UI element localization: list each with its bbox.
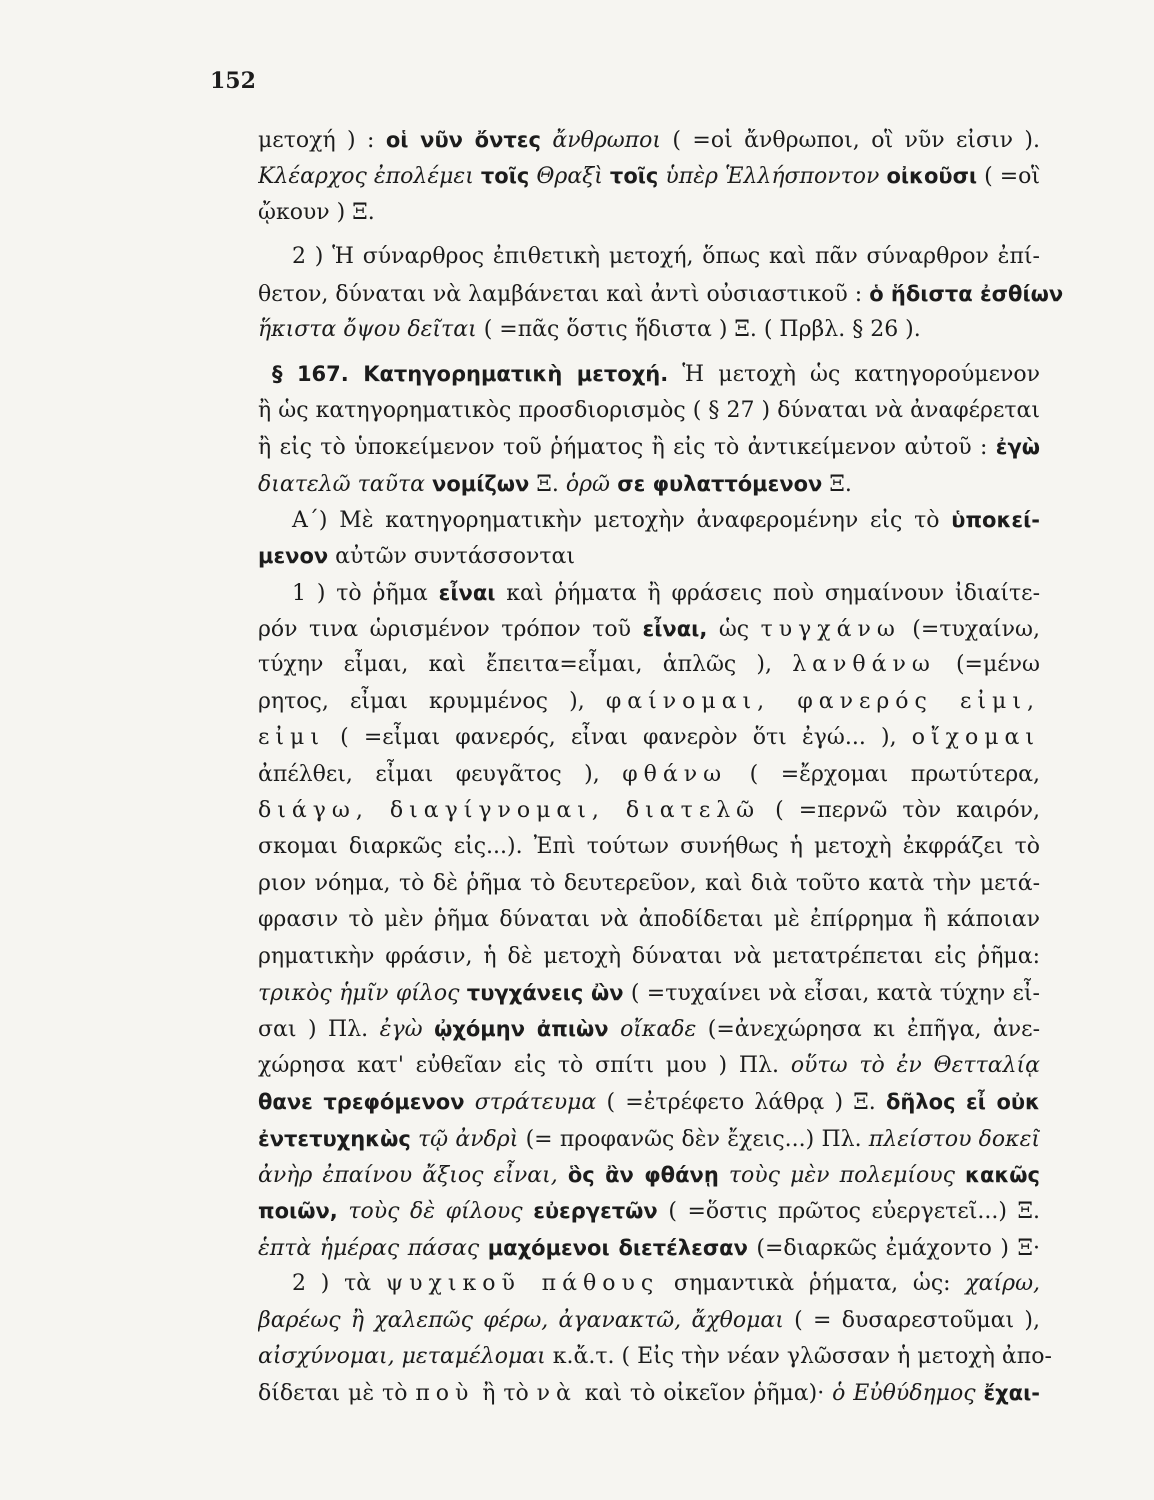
text-line <box>258 1266 1040 1302</box>
text-run: εἶναι, <box>642 617 708 642</box>
text-run: ἀνὴρ ἐπαίνου ἄξιος εἶναι, <box>258 1162 568 1188</box>
text-run: (=διαρκῶς ἐμάχοντο ) Ξ· <box>747 1235 1040 1261</box>
page-number: 152 <box>210 68 256 94</box>
text-run: ᾤκουν ) Ξ. <box>258 199 375 225</box>
text-line <box>258 1121 1040 1157</box>
text-line <box>258 1157 1040 1193</box>
text-line <box>258 195 1040 231</box>
text-run: τῷ ἀνδρὶ <box>410 1126 519 1152</box>
text-run: ( =ὅστις πρῶτος εὐεργετεῖ...) Ξ. <box>657 1199 1040 1225</box>
text-run: ἀπέλθει, εἶμαι φευγᾶτος ), <box>258 761 623 787</box>
text-run: οὕτω τὸ ἐν Θετταλίᾳ <box>790 1052 1040 1078</box>
text-run: στράτευμα <box>464 1090 597 1116</box>
text-line <box>258 1011 1040 1047</box>
text-run: ποὺ <box>415 1381 475 1407</box>
text-line <box>258 611 1040 647</box>
text-line <box>258 429 1040 465</box>
text-run: Ξ. <box>529 471 566 497</box>
text-run: πλείστου δοκεῖ <box>868 1126 1040 1152</box>
text-run: νὰ <box>536 1381 577 1407</box>
text-line <box>258 393 1040 429</box>
text-run: αἰσχύνομαι, μεταμέλομαι <box>258 1343 546 1369</box>
text-run: θανε τρεφόμενον <box>258 1090 465 1115</box>
text-run: εὐεργετῶν <box>533 1199 658 1224</box>
text-run: Ἡ μετοχὴ ὡς κατηγορούμενον <box>668 362 1040 388</box>
text-run: (=μένω <box>955 652 1040 678</box>
text-run: νομίζων <box>432 471 530 496</box>
text-run: δῆλος εἶ οὐκ <box>885 1090 1040 1115</box>
text-run: καὶ τὸ οἰκεῖον ῥῆμα)· <box>576 1381 833 1407</box>
text-line <box>258 356 1040 392</box>
text-run: 1 ) τὸ ῥῆμα <box>292 580 439 606</box>
text-line <box>258 1375 1040 1411</box>
text-run: χαίρω, <box>965 1271 1040 1297</box>
text-run: ἢ ὡς κατηγορηματικὸς προσδιορισμὸς ( § 27 ) δύναται νὰ ἀναφέρεται <box>258 397 1040 423</box>
text-run: τύχην εἶμαι, καὶ ἔπειτα=εἶμαι, ἁπλῶς ), <box>258 652 793 678</box>
text-run: Θραξὶ <box>529 164 610 190</box>
text-run: μενον <box>258 544 329 569</box>
text-run: κ.ἄ.τ. ( Εἰς τὴν νέαν γλῶσσαν ἡ μετοχὴ ἀπο- <box>545 1343 1052 1369</box>
text-run: βαρέως ἢ χαλεπῶς φέρω, ἀγανακτῶ, ἄχθομαι <box>258 1307 784 1333</box>
text-run: ὁ ἥδιστα ἐσθίων <box>869 281 1064 306</box>
text-run: κακῶς <box>965 1162 1040 1187</box>
text-run: ἑπτὰ ἡμέρας πάσας <box>258 1235 488 1261</box>
text-line <box>258 122 1040 158</box>
text-line <box>258 502 1040 538</box>
text-run: καὶ ῥήματα ἢ φράσεις ποὺ σημαίνουν ἰδιαίτε- <box>495 580 1040 606</box>
text-run: ἔχαι- <box>983 1381 1040 1406</box>
text-run: φρασιν τὸ μὲν ῥῆμα δύναται νὰ ἀποδίδεται μὲ ἐπίρρημα ἢ κάποιαν <box>258 907 1040 933</box>
text-line <box>258 575 1040 611</box>
text-run: ρόν τινα ὡρισμένον τρόπον τοῦ <box>258 617 643 643</box>
text-run: δίδεται μὲ τὸ <box>258 1381 416 1407</box>
text-run: Α΄) Μὲ κατηγορηματικὴν μετοχὴν ἀναφερομένην εἰς τὸ <box>292 507 952 533</box>
text-run: ( =πᾶς ὅστις ἥδιστα ) Ξ. ( Πρβλ. § 26 ). <box>476 316 921 342</box>
text-run: οἴχομαι <box>911 725 1040 751</box>
text-run: διατελῶ ταῦτα <box>258 471 433 497</box>
text-run: ( =ἐτρέφετο λάθρᾳ ) Ξ. <box>596 1090 886 1116</box>
text-run: § 167. Κατηγορηματικὴ μετοχή. <box>272 362 669 387</box>
text-run: ψυχικοῦ πάθους <box>385 1271 660 1297</box>
body-text <box>258 122 1064 1412</box>
text-line <box>258 684 1040 720</box>
text-line <box>258 158 1040 194</box>
text-run: εἰμι <box>258 725 325 751</box>
text-run: ὡς <box>707 617 761 643</box>
text-run: ὑπὲρ Ἑλλήσποντον <box>658 164 887 190</box>
text-run: μαχόμενοι διετέλεσαν <box>487 1235 748 1260</box>
text-line <box>258 866 1040 902</box>
text-run: εἶναι <box>438 580 496 605</box>
text-run: τοῖς <box>609 164 659 189</box>
text-line <box>258 975 1040 1011</box>
text-line <box>258 276 1064 312</box>
text-line <box>258 720 1040 756</box>
text-run: ( =τυχαίνει νὰ εἶσαι, κατὰ τύχην εἶ- <box>623 980 1040 1006</box>
text-run: (= προφανῶς δὲν ἔχεις...) Πλ. <box>518 1126 869 1152</box>
text-run: λανθάνω <box>792 652 936 678</box>
text-run: ἢ εἰς τὸ ὑποκείμενον τοῦ ῥήματος ἢ εἰς τὸ ἀντικείμενον αὐτοῦ : <box>258 435 996 461</box>
text-run: ἢ τὸ <box>474 1381 537 1407</box>
text-run: σημαντικὰ ῥήματα, ὡς: <box>659 1271 966 1297</box>
text-run: τοὺς μὲν πολεμίους <box>718 1162 966 1188</box>
text-line <box>258 793 1040 829</box>
text-run: ριον νόημα, τὸ δὲ ῥῆμα τὸ δευτερεῦον, καὶ διὰ τοῦτο κατὰ τὴν μετά- <box>258 870 1040 896</box>
text-run: ὁ Εὐθύδημος <box>832 1381 984 1407</box>
text-run: (=ἀνεχώρησα κι ἐπῆγα, ἀνε- <box>696 1017 1040 1043</box>
text-run: ( =εἶμαι φανερός, εἶναι φανερὸν ὅτι ἐγώ... ), <box>324 725 912 751</box>
text-run: θετον, δύναται νὰ λαμβάνεται καὶ ἀντὶ οὐσιαστικοῦ : <box>258 281 870 307</box>
text-run: ποιῶν, <box>258 1199 338 1224</box>
text-run: Ξ. <box>822 471 852 497</box>
text-line <box>258 902 1040 938</box>
text-line <box>258 538 1040 574</box>
text-line <box>258 1339 1052 1375</box>
text-run: τοὺς δὲ φίλους <box>337 1199 534 1225</box>
text-line <box>258 312 1040 348</box>
text-run: οἴκαδε <box>608 1017 697 1043</box>
text-line <box>258 829 1040 865</box>
text-line <box>258 1193 1040 1229</box>
text-run: διάγω, διαγίγνομαι, διατελῶ <box>258 798 761 824</box>
text-run: ᾠχόμην ἀπιὼν <box>434 1017 609 1042</box>
text-run: ( =οἱ ἄνθρωποι, οἳ νῦν εἰσιν ). <box>661 128 1040 153</box>
text-run: ὃς ἂν φθάνῃ <box>567 1162 719 1187</box>
text-run: ἐντετυχηκὼς <box>258 1126 411 1151</box>
text-run: σε φυλαττόμενον <box>609 471 823 496</box>
text-line <box>258 647 1040 683</box>
text-line <box>258 1048 1040 1084</box>
text-run: ἥκιστα ὄψου δεῖται <box>258 316 477 342</box>
text-run: Κλέαρχος ἐπολέμει <box>258 164 481 190</box>
text-run: αὐτῶν συντάσσονται <box>328 544 575 570</box>
text-run: ἐγὼ <box>995 435 1040 460</box>
text-line <box>258 939 1040 975</box>
text-run: ὁρῶ <box>565 471 610 497</box>
text-run: οἱ νῦν ὄντες <box>385 128 541 152</box>
text-line <box>258 757 1040 793</box>
text-run: 2 ) τὰ <box>292 1271 386 1297</box>
text-run: τυγχάνω <box>760 617 901 643</box>
text-run: ρηματικὴν φράσιν, ἡ δὲ μετοχὴ δύναται νὰ μετατρέπεται εἰς ῥῆμα: <box>258 943 1040 969</box>
text-run: ἄνθρωποι <box>540 128 662 153</box>
text-run: ( =ἔρχομαι πρωτύτερα, <box>749 761 1040 787</box>
text-run: σαι ) Πλ. <box>258 1017 380 1043</box>
text-run: φθάνω <box>622 761 728 787</box>
text-run: τρικὸς ἡμῖν φίλος <box>258 980 467 1006</box>
text-run: 2 ) Ἡ σύναρθρος ἐπιθετικὴ μετοχή, ὅπως καὶ πᾶν σύναρθρον ἐπί- <box>292 244 1040 270</box>
text-run: ( =περνῶ τὸν καιρόν, <box>775 798 1040 824</box>
text-line <box>258 239 1040 275</box>
text-run: ἐγὼ <box>379 1017 435 1043</box>
text-run: σκομαι διαρκῶς εἰς...). Ἐπὶ τούτων συνήθως ἡ μετοχὴ ἐκφράζει τὸ <box>258 834 1040 860</box>
text-line <box>258 466 1040 502</box>
text-run: μετοχή ) : <box>258 128 386 153</box>
text-run: ρητος, εἶμαι κρυμμένος ), <box>258 688 606 714</box>
text-run: ὑποκεί- <box>951 507 1040 532</box>
text-run: οἰκοῦσι <box>886 164 978 189</box>
text-line <box>258 1303 1040 1339</box>
text-run: φαίνομαι, φανερός εἰμι, <box>605 688 1040 714</box>
text-run: τοῖς <box>480 164 530 189</box>
text-run: (=τυχαίνω, <box>912 617 1040 643</box>
text-run: ( =οἳ <box>977 164 1040 190</box>
text-line <box>258 1084 1040 1120</box>
text-run: τυγχάνεις ὢν <box>466 980 624 1005</box>
text-run: ( = δυσαρεστοῦμαι ), <box>783 1307 1040 1333</box>
text-line <box>258 1230 1040 1266</box>
text-run: χώρησα κατ' εὐθεῖαν εἰς τὸ σπίτι μου ) Πλ. <box>258 1052 791 1078</box>
